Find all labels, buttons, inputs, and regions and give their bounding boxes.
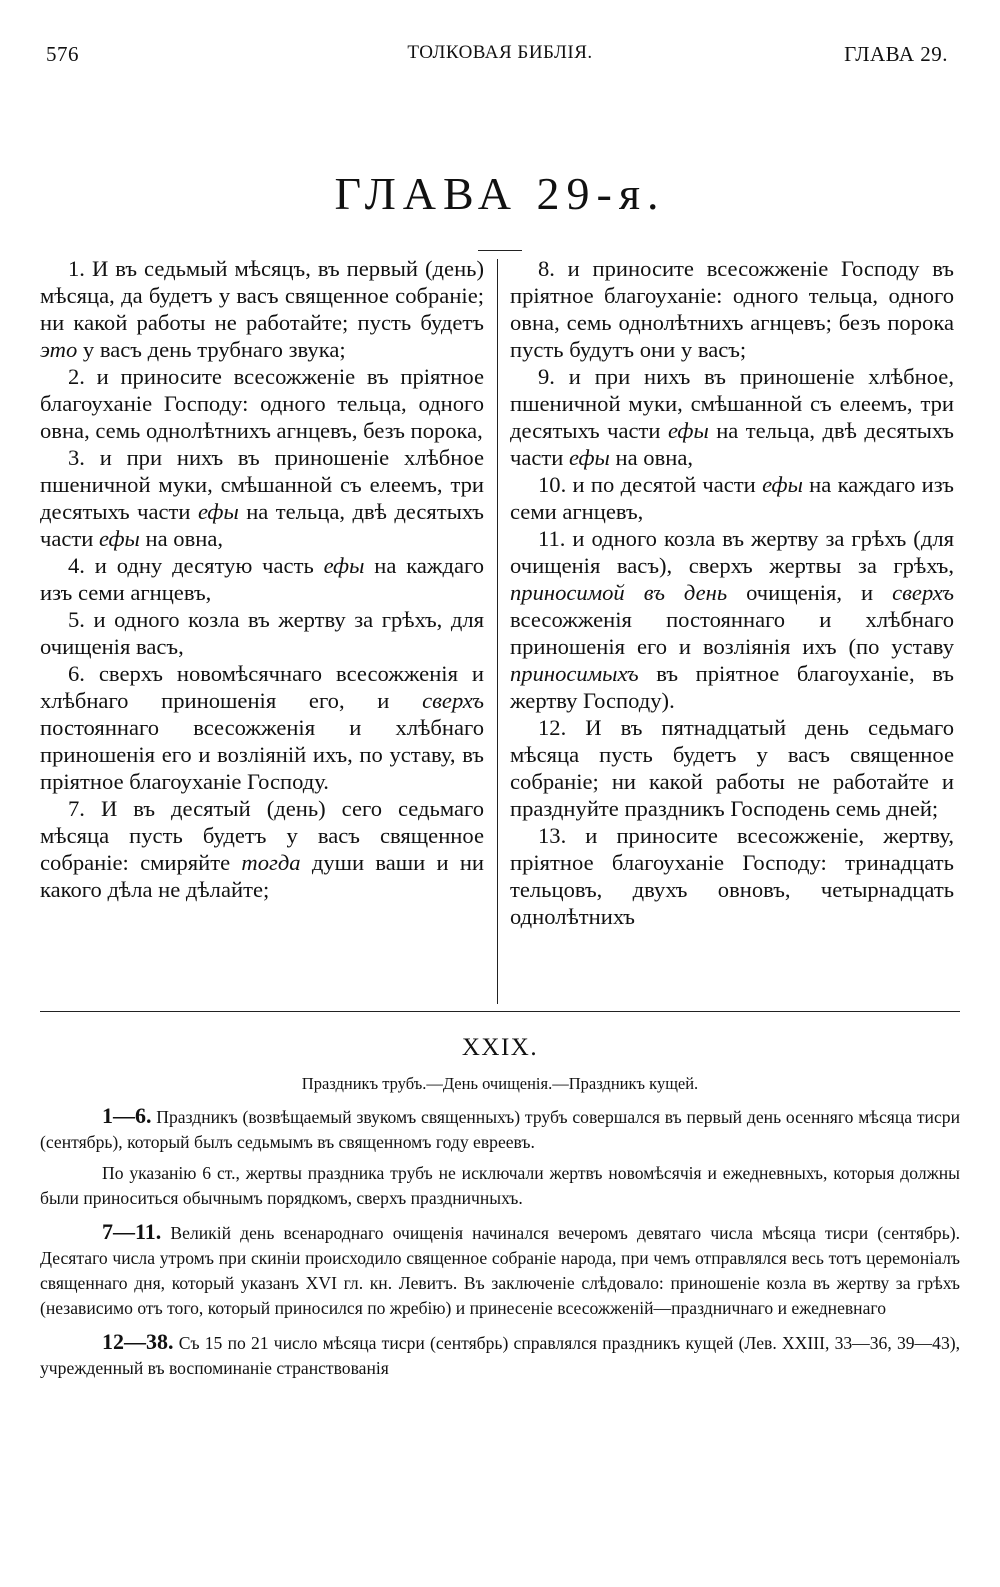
verse <box>40 552 484 606</box>
chapter-reference: ГЛАВА 29. <box>844 42 948 66</box>
verse-text: на каждаго изъ семи агнцевъ, <box>510 472 954 524</box>
commentary-text: Праздникъ (возвѣщаемый звукомъ священныхъ) трубъ совершался въ первый день осенняго мѣсяца тисри (сентябрь), который былъ седьмымъ въ священномъ году евреевъ. <box>40 1107 960 1152</box>
commentary-section <box>40 1033 960 1381</box>
verse <box>40 795 484 903</box>
verse-text: 6. сверхъ новомѣсячнаго всесожженія и хлѣбнаго приношенія его, и <box>40 661 484 713</box>
verse-italic-text: сверхъ <box>422 688 484 713</box>
verse-text: 12. И въ пятнадцатый день седьмаго мѣсяца пусть будетъ у васъ священное собраніе; ни какой работы не работайте и празднуйте праздникъ Господень семь дней; <box>510 715 954 821</box>
commentary-paragraph <box>40 1161 960 1211</box>
column-divider <box>497 259 498 1004</box>
verse <box>40 660 484 795</box>
commentary-text: Съ 15 по 21 число мѣсяца тисри (сентябрь) справлялся праздникъ кущей (Лев. XXIII, 33—36, 39—43), учрежденный въ воспоминаніе странствованія <box>40 1333 960 1378</box>
verse-text: 8. и приносите всесожженіе Господу въ пріятное благоуханіе: одного тельца, одного овна, семь однолѣтнихъ агнцевъ; безъ порока пусть будутъ они у васъ; <box>510 256 954 362</box>
verses-bottom-rule <box>40 1011 960 1012</box>
verse-italic-text: тогда <box>241 850 301 875</box>
verse-text: 10. и по десятой части <box>538 472 763 497</box>
verse-range-ref: 7—11. <box>102 1219 162 1244</box>
verse-text: у васъ день трубнаго звука; <box>77 337 346 362</box>
verse <box>40 606 484 660</box>
verse-text: 2. и приносите всесожженіе въ пріятное благоуханіе Господу: одного тельца, одного овна, семь однолѣтнихъ агнцевъ, безъ порока, <box>40 364 484 443</box>
verse-text: очищенія, и <box>727 580 893 605</box>
verse <box>40 444 484 552</box>
verse-text: 1. И въ седьмый мѣсяцъ, въ первый (день) мѣсяца, да будетъ у васъ священное собраніе; ни какой работы не работайте; пусть будетъ <box>40 256 484 335</box>
verse <box>510 471 954 525</box>
verse-italic-text: ефы <box>762 472 803 497</box>
verse-text: 4. и одну десятую часть <box>68 553 324 578</box>
verse-italic-text: ефы <box>99 526 140 551</box>
verse-text: на каждаго изъ семи агнцевъ, <box>40 553 484 605</box>
commentary-text: По указанію 6 ст., жертвы праздника трубъ не исключали жертвъ новомѣсячія и ежедневныхъ, которыя должны были приноситься обычнымъ порядкомъ, сверхъ праздничныхъ. <box>40 1163 960 1208</box>
running-head <box>40 30 960 70</box>
verse-text: 7. И въ десятый (день) сего седьмаго мѣсяца пусть будетъ у васъ священное собраніе: смиряйте <box>40 796 484 875</box>
title-rule <box>478 250 522 251</box>
chapter-title: ГЛАВА 29-я. <box>334 168 666 219</box>
verse <box>510 714 954 822</box>
verse <box>510 822 954 930</box>
commentary-text: Великій день всенароднаго очищенія начинался вечеромъ девятаго числа мѣсяца тисри (сентябрь). Десятаго числа утромъ при скиніи происходило священное собраніе народа, при чемъ отправлялся весь тотъ церемоніалъ священнаго дня, который указанъ XVI гл. кн. Левитъ. Въ заключеніе слѣдовало: приношеніе козла въ жертву за грѣхъ (независимо отъ того, который приносился по жребію) и принесеніе всесожженій—праздничнаго и ежедневнаго <box>40 1223 960 1318</box>
verse-range-ref: 12—38. <box>102 1329 174 1354</box>
commentary-paragraph <box>40 1329 960 1381</box>
verse-text: 5. и одного козла въ жертву за грѣхъ, для очищенія васъ, <box>40 607 484 659</box>
verse-range-ref: 1—6. <box>102 1103 152 1128</box>
verse-italic-text: ефы <box>197 499 239 524</box>
verse <box>510 255 954 363</box>
commentary-paragraph <box>40 1219 960 1321</box>
verse-italic-text: ефы <box>667 418 709 443</box>
verse-text: въ пріятное благоуханіе, въ жертву Господу). <box>510 661 954 713</box>
page-number: 576 <box>46 42 79 66</box>
commentary-heading: XXIX. <box>461 1034 539 1061</box>
verse-italic-text: приносимой въ день <box>510 580 728 605</box>
verse-italic-text: ефы <box>323 553 365 578</box>
verse <box>40 363 484 444</box>
verse-italic-text: сверхъ <box>892 580 954 605</box>
verse-text: 13. и приносите всесожженіе, жертву, пріятное благоуханіе Господу: тринадцать тельцовъ, двухъ овновъ, четырнадцать однолѣтнихъ <box>510 823 954 929</box>
verse-italic-text: это <box>40 337 78 362</box>
verse <box>510 525 954 714</box>
verse-text: на овна, <box>139 526 224 551</box>
page <box>40 30 960 1560</box>
verse-italic-text: ефы <box>569 445 610 470</box>
verse <box>40 255 484 363</box>
verse-text: на тельца, двѣ десятыхъ части <box>510 418 954 470</box>
verse-text: на тельца, двѣ десятыхъ части <box>40 499 484 551</box>
verse <box>510 363 954 471</box>
verses-right-column <box>510 255 954 1007</box>
verse-text: постояннаго всесожженія и хлѣбнаго приношенія его и возліяній ихъ, по уставу, въ пріятное благоуханіе Господу. <box>40 715 484 794</box>
verse-text: 3. и при нихъ въ приношеніе хлѣбное пшеничной муки, смѣшанной съ елеемъ, три десятыхъ части <box>40 445 484 524</box>
verse-text: на овна, <box>609 445 694 470</box>
verse-text: всесожженія постояннаго и хлѣбнаго приношенія его и возліянія ихъ (по уставу <box>510 607 954 659</box>
commentary-subtitle: Праздникъ трубъ.—День очищенія.—Праздникъ кущей. <box>301 1074 699 1093</box>
verses-section <box>40 255 960 1035</box>
commentary-paragraph <box>40 1103 960 1155</box>
book-title: ТОЛКОВАЯ БИБЛІЯ. <box>407 42 593 63</box>
verse-text: 9. и при нихъ въ приношеніе хлѣбное, пшеничной муки, смѣшанной съ елеемъ, три десятыхъ части <box>510 364 954 443</box>
verse-italic-text: приносимыхъ <box>510 661 639 686</box>
verse-text: 11. и одного козла въ жертву за грѣхъ (для очищенія васъ), сверхъ жертвы за грѣхъ, <box>510 526 954 578</box>
verse-text: души ваши и ни какого дѣла не дѣлайте; <box>40 850 484 902</box>
verses-left-column <box>40 255 484 1007</box>
